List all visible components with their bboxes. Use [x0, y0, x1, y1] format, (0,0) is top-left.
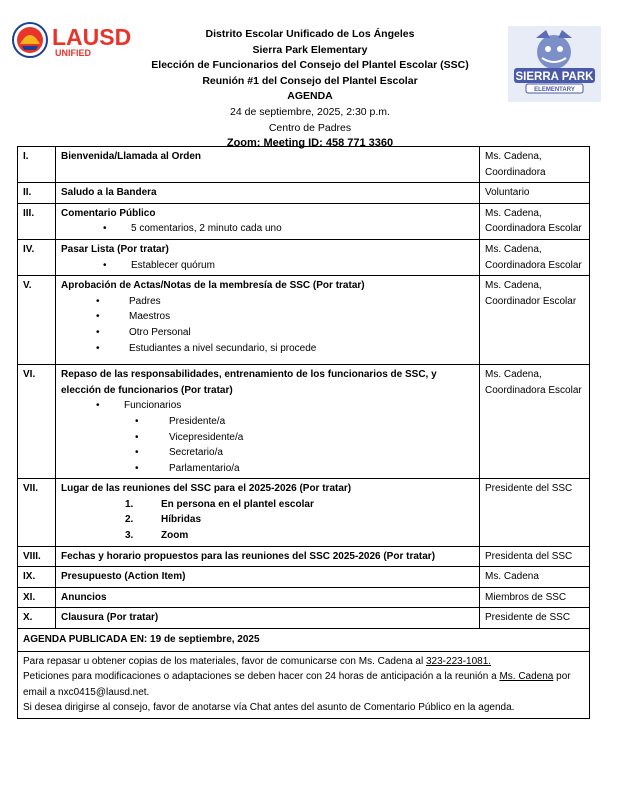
lausd-logo — [12, 22, 154, 58]
agenda-row — [18, 239, 590, 275]
agenda-row — [18, 276, 590, 365]
agenda-row — [18, 608, 590, 629]
item-number: VII. — [18, 479, 56, 546]
agenda-row — [18, 567, 590, 588]
item-presenter: Presidente del SSC — [480, 479, 590, 546]
item-number: IV. — [18, 239, 56, 275]
item-number: VIII. — [18, 546, 56, 567]
item-presenter: Voluntario — [480, 183, 590, 204]
item-presenter: Ms. Cadena — [480, 567, 590, 588]
item-presenter: Presidente de SSC — [480, 608, 590, 629]
note-public-comment: Si desea dirigirse al consejo, favor de anotarse vía Chat antes del asunto de Comentario Público en la agenda. — [23, 702, 515, 714]
title-block — [140, 27, 480, 152]
item-number: V. — [18, 276, 56, 365]
item-number: I. — [18, 147, 56, 183]
sub-list — [61, 398, 474, 476]
sierra-park-logo-sub: ELEMENTARY — [534, 87, 575, 93]
item-title: Anuncios — [61, 591, 107, 603]
list-item: • Presidente/a — [61, 414, 474, 430]
list-item: • Otro Personal — [61, 325, 474, 341]
agenda-row — [18, 365, 590, 479]
item-presenter: Miembros de SSC — [480, 587, 590, 608]
sierra-park-logo — [508, 26, 601, 102]
sub-list — [61, 221, 474, 237]
item-title: Lugar de las reuniones del SSC para el 2025-2026 (Por tratar) — [61, 483, 352, 495]
item-number: II. — [18, 183, 56, 204]
item-presenter: Ms. Cadena, Coordinadora Escolar — [480, 365, 590, 479]
list-item: • Maestros — [61, 309, 474, 325]
item-title: Clausura (Por tratar) — [61, 612, 159, 624]
lausd-logo-sub: UNIFIED — [55, 48, 91, 58]
list-item: 1. En persona en el plantel escolar — [125, 498, 314, 510]
sub-list — [61, 258, 474, 274]
item-number: IX. — [18, 567, 56, 588]
item-title: Presupuesto (Action Item) — [61, 571, 186, 583]
list-item: • Parlamentario/a — [61, 461, 474, 477]
item-number: XI. — [18, 587, 56, 608]
contact-name-link[interactable]: Ms. Cadena — [499, 671, 554, 683]
meeting-title: Reunión #1 del Consejo del Plantel Escolar — [202, 74, 418, 87]
election-title: Elección de Funcionarios del Consejo del Plantel Escolar (SSC) — [151, 59, 469, 72]
list-item: • Padres — [61, 294, 474, 310]
item-title: Pasar Lista (Por tratar) — [61, 243, 169, 255]
item-title: Comentario Público — [61, 207, 156, 219]
item-number: III. — [18, 203, 56, 239]
school-name: Sierra Park Elementary — [252, 43, 368, 56]
list-item: • Vicepresidente/a — [61, 430, 474, 446]
list-item: • Secretario/a — [61, 445, 474, 461]
agenda-heading: AGENDA — [287, 90, 333, 103]
list-item: • Estudiantes a nivel secundario, si procede — [61, 341, 474, 357]
published-label: AGENDA PUBLICADA EN: — [23, 634, 148, 646]
document-header — [0, 0, 619, 150]
phone-link[interactable]: 323-223-1081. — [426, 655, 492, 667]
district-name: Distrito Escolar Unificado de Los Ángeles — [205, 28, 415, 40]
item-presenter: Ms. Cadena, Coordinadora Escolar — [480, 239, 590, 275]
note-materials: Para repasar u obtener copias de los materiales, favor de comunicarse con Ms. Cadena al 323-223-1081. — [23, 655, 492, 667]
agenda-table — [17, 146, 590, 719]
item-title: Saludo a la Bandera — [61, 187, 157, 199]
meeting-location: Centro de Padres — [268, 121, 352, 134]
notes-row — [18, 651, 590, 718]
sub-list — [61, 294, 474, 356]
zoom-meeting-id: Zoom: Meeting ID: 458 771 3360 — [226, 137, 394, 150]
agenda-row — [18, 203, 590, 239]
agenda-row — [18, 587, 590, 608]
item-presenter: Presidenta del SSC — [480, 546, 590, 567]
agenda-row — [18, 479, 590, 546]
item-number: X. — [18, 608, 56, 629]
list-item: 2. Híbridas — [125, 514, 202, 526]
item-presenter: Ms. Cadena, Coordinadora — [480, 147, 590, 183]
list-item: • Funcionarios — [61, 398, 474, 414]
item-presenter: Ms. Cadena, Coordinador Escolar — [480, 276, 590, 365]
published-row — [18, 629, 590, 652]
item-title: Aprobación de Actas/Notas de la membresía de SSC (Por tratar) — [61, 280, 365, 292]
item-number: VI. — [18, 365, 56, 479]
item-presenter: Ms. Cadena, Coordinadora Escolar — [480, 203, 590, 239]
item-title: Repaso de las responsabilidades, entrenamiento de los funcionarios de SSC, y elección de funcionarios (Por tratar) — [61, 369, 437, 396]
agenda-row — [18, 546, 590, 567]
note-accommodations: Peticiones para modificaciones o adaptaciones se deben hacer con 24 horas de anticipación a la reunión a Ms. Cadena por email a nxc0415@lausd.net. — [23, 671, 571, 698]
sierra-park-logo-text: SIERRA PARK — [515, 71, 594, 83]
list-item: 3. Zoom — [125, 530, 189, 542]
published-date: 19 de septiembre, 2025 — [150, 634, 260, 646]
item-title: Bienvenida/Llamada al Orden — [61, 151, 202, 162]
agenda-row — [18, 147, 590, 183]
list-item: • Establecer quórum — [61, 258, 474, 274]
list-item: • 5 comentarios, 2 minuto cada uno — [61, 221, 474, 237]
lausd-logo-text: LAUSD — [52, 24, 132, 50]
item-title: Fechas y horario propuestos para las reuniones del SSC 2025-2026 (Por tratar) — [61, 550, 436, 562]
meeting-datetime: 24 de septiembre, 2025, 2:30 p.m. — [230, 105, 390, 118]
agenda-row — [18, 183, 590, 204]
